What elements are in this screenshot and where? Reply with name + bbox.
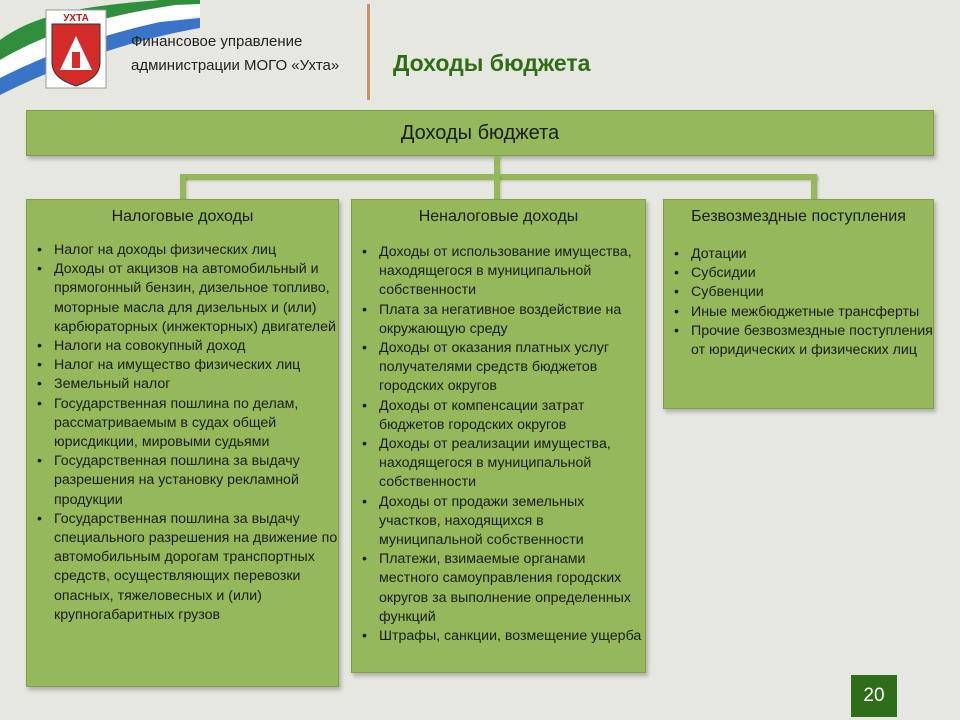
list-item: • Налог на имущество физических лиц xyxy=(27,356,338,375)
list-item: • Доходы от компенсации затрат бюджетов городских округов xyxy=(352,397,645,435)
organization-line-2: администрации МОГО «Ухта» xyxy=(131,57,340,74)
page-number: 20 xyxy=(851,675,897,717)
connector-middle-branch xyxy=(494,176,500,200)
list-item: • Земельный налог xyxy=(27,375,338,394)
root-node-label: Доходы бюджета xyxy=(400,121,560,144)
list-item: • Доходы от акцизов на автомобильный и прямогонный бензин, дизельное топливо, моторные масла для дизельных и (или) карбюраторных (инжекторных) двигателей xyxy=(27,260,338,337)
non-tax-revenue-title: Неналоговые доходы xyxy=(418,208,579,225)
organization-line-1: Финансовое управление xyxy=(131,33,303,50)
free-receipts-title: Безвозмездные поступления xyxy=(691,208,906,225)
list-item: • Субвенции xyxy=(664,283,933,302)
list-item: • Плата за негативное воздействие на окружающую среду xyxy=(352,301,645,339)
connector-left-branch xyxy=(180,176,186,200)
root-node-box xyxy=(26,110,934,156)
non-tax-revenue-list xyxy=(352,243,645,646)
list-item: • Доходы от оказания платных услуг получателями средств бюджетов городских округов xyxy=(352,339,645,397)
svg-text:УХТА: УХТА xyxy=(63,13,89,24)
list-item: • Государственная пошлина по делам, рассматриваемым в судах общей юрисдикции, мировыми судьями xyxy=(27,395,338,453)
list-item: • Доходы от продажи земельных участков, находящихся в муниципальной собственности xyxy=(352,493,645,551)
list-item: • Субсидии xyxy=(664,264,933,283)
organization-name xyxy=(131,30,339,78)
list-item: • Платежи, взимаемые органами местного самоуправления городских округов за выполнение определенных функций xyxy=(352,550,645,627)
list-item: • Доходы от реализации имущества, находящегося в муниципальной собственности xyxy=(352,435,645,493)
list-item: • Доходы от использование имущества, находящегося в муниципальной собственности xyxy=(352,243,645,301)
tax-revenue-list xyxy=(27,241,338,625)
free-receipts-list xyxy=(664,245,933,360)
connector-right-branch xyxy=(811,176,817,200)
page-title: Доходы бюджета xyxy=(393,50,591,76)
list-item: • Прочие безвозмездные поступления от юридических и физических лиц xyxy=(664,322,933,360)
list-item: • Штрафы, санкции, возмещение ущерба xyxy=(352,627,645,646)
list-item: • Государственная пошлина за выдачу специального разрешения на движение по автомобильным дорогам транспортных средств, осуществляющих перевозки опасных, тяжеловесных и (или) крупногабаритных грузов xyxy=(27,510,338,625)
header-divider xyxy=(367,4,370,100)
free-receipts-box xyxy=(663,199,934,409)
tax-revenue-title: Налоговые доходы xyxy=(111,208,254,225)
list-item: • Дотации xyxy=(664,245,933,264)
connector-root-stem xyxy=(494,156,500,176)
list-item: • Налог на доходы физических лиц xyxy=(27,241,338,260)
tax-revenue-box xyxy=(26,199,339,687)
non-tax-revenue-box xyxy=(351,199,646,673)
list-item: • Налоги на совокупный доход xyxy=(27,337,338,356)
list-item: • Иные межбюджетные трансферты xyxy=(664,303,933,322)
list-item: • Государственная пошлина за выдачу разрешения на установку рекламной продукции xyxy=(27,452,338,510)
